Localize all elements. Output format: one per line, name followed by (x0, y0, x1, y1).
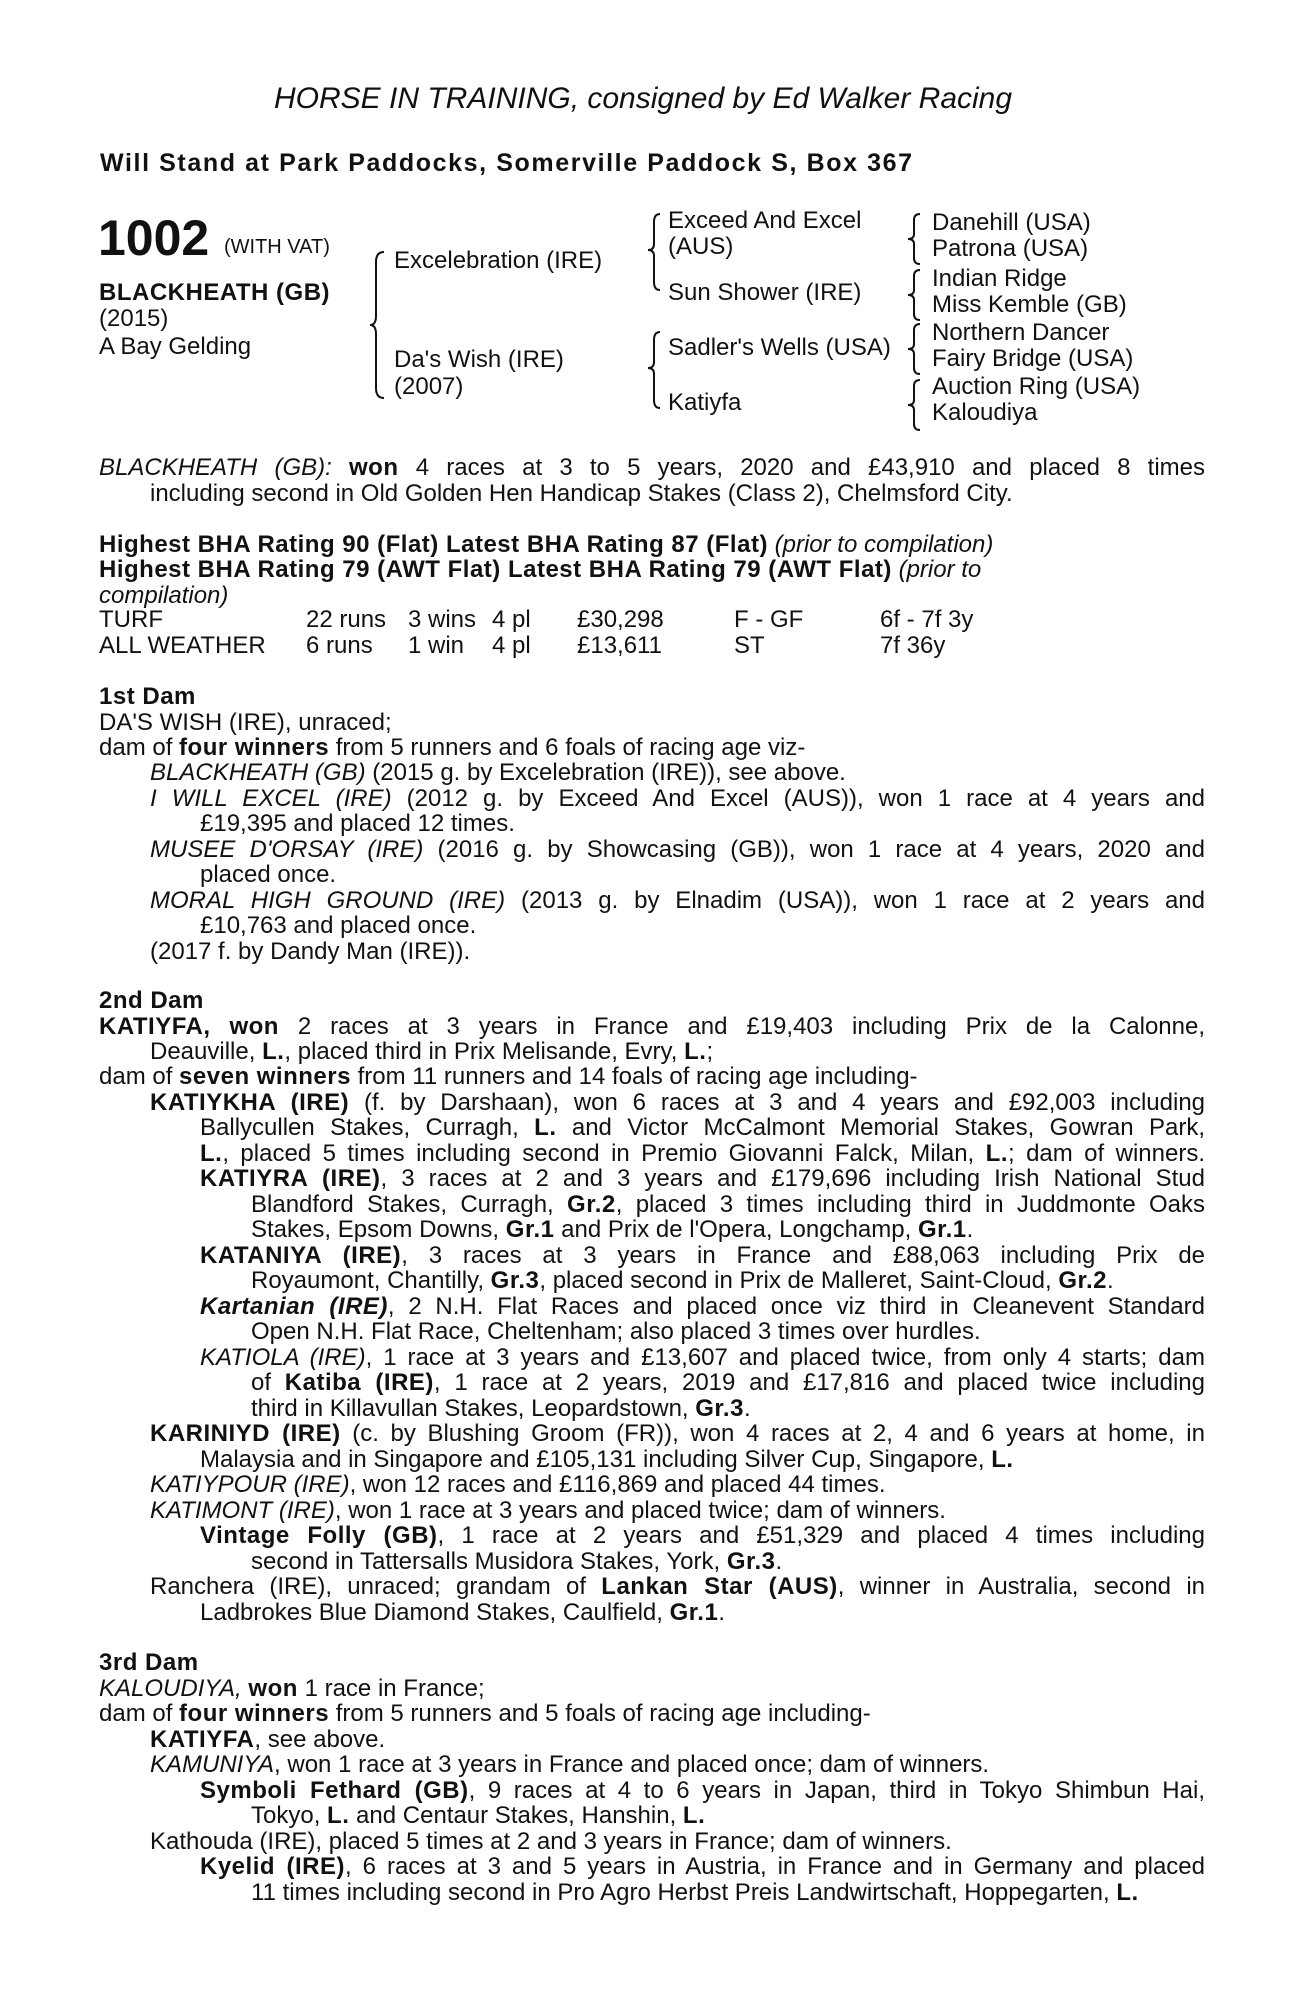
ranchera-line-1 (150, 1574, 1205, 1600)
u-g1: Kyelid (IRE) (200, 1853, 345, 1880)
rating-awt-text: Highest BHA Rating 79 (AWT Flat) Latest BHA Rating 79 (AWT Flat) (99, 556, 892, 583)
summary-horse-name: BLACKHEATH (GB): (99, 454, 332, 481)
stats-runs-aw: 6 runs (306, 632, 373, 659)
t-b2: seven winners (179, 1063, 351, 1090)
grandparent-7: Auction Ring (USA) (932, 373, 1141, 400)
t-a6: , placed third in Prix Melisande, Evry, (284, 1038, 678, 1065)
dam3-katiyfa (150, 1727, 385, 1753)
t-b3: from 11 runners and 14 foals of racing age including- (357, 1063, 918, 1090)
stats-dist-aw: 7f 36y (880, 632, 946, 659)
t-c8: L. (985, 1140, 1008, 1167)
t-c2: (f. by Darshaan), won 6 races at 3 and 4 years and £92,003 including (363, 1089, 1206, 1116)
t-g7: Gr.3 (695, 1395, 744, 1422)
pedigree-bracket-g34 (906, 268, 924, 322)
dam1-winners: four winners (179, 734, 330, 761)
t-d10: . (966, 1216, 974, 1243)
t-j1: KATIMONT (IRE) (150, 1497, 335, 1524)
summary-line-1 (99, 455, 1205, 481)
dam1-progeny-2-cont: £19,395 and placed 12 times. (200, 810, 515, 837)
t-e4: Gr.3 (490, 1267, 540, 1294)
kyelid-line-2 (251, 1880, 1139, 1906)
katimont-line (150, 1498, 946, 1524)
summary-rest: 4 races at 3 to 5 years, 2020 and £43,910 and placed 8 times (415, 454, 1205, 481)
dam1-progeny-3-cont: placed once. (200, 861, 337, 888)
t-k5: . (775, 1548, 783, 1575)
t-d1: KATIYRA (IRE) (200, 1165, 381, 1192)
t-d5: , placed 3 times including third in Juddmonte Oaks (615, 1191, 1205, 1218)
dam3-heading: 3rd Dam (99, 1649, 199, 1676)
stats-going-aw: ST (734, 632, 765, 659)
stats-prize-aw: £13,611 (577, 632, 662, 659)
katiola-line-2 (251, 1370, 1205, 1396)
stats-wins-aw: 1 win (408, 632, 465, 659)
katiyra-line-1 (200, 1166, 1205, 1192)
u-g4: L. (1116, 1879, 1139, 1906)
dam2-record: 2 races at 3 years in France and £19,403 including Prix de la Calonne, (297, 1013, 1206, 1040)
u-b3: from 5 runners and 5 foals of racing age including- (335, 1700, 871, 1727)
t-l1: Ranchera (IRE), unraced; grandam of (150, 1573, 586, 1600)
sire-name: Excelebration (IRE) (394, 247, 603, 274)
dam1-progeny-5: (2017 f. by Dandy Man (IRE)). (150, 938, 471, 965)
rating-awt-note-cont: compilation) (99, 582, 229, 609)
ranchera-line-2 (200, 1600, 725, 1626)
u-a2: won (248, 1675, 298, 1702)
stats-pl-turf: 4 pl (492, 606, 531, 633)
t-e2: , 3 races at 3 years in France and £88,063 including Prix de (401, 1242, 1206, 1269)
t-k3: second in Tattersalls Musidora Stakes, York, (251, 1548, 721, 1575)
dam1-progeny-3 (150, 837, 1205, 863)
t-j2: , won 1 race at 3 years and placed twice; dam of winners. (334, 1497, 946, 1524)
u-b1: dam of (99, 1700, 173, 1727)
t-e7: . (1107, 1267, 1114, 1294)
t-l4: Ladbrokes Blue Diamond Stakes, Caulfield, (200, 1599, 663, 1626)
consignor-header: HORSE IN TRAINING, consigned by Ed Walker Racing (274, 82, 1013, 115)
kataniya-line-2 (251, 1268, 1114, 1294)
grandparent-5: Northern Dancer (932, 319, 1110, 346)
sire-sire: Exceed And Excel (668, 207, 862, 234)
t-g3: of (251, 1369, 272, 1396)
symboli-line-1 (200, 1778, 1205, 1804)
t-e6: Gr.2 (1058, 1267, 1108, 1294)
u-g2: , 6 races at 3 and 5 years in Austria, in France and in Germany and placed (345, 1853, 1206, 1880)
dam1-heading: 1st Dam (99, 683, 196, 710)
dam1-line2 (99, 735, 805, 761)
dam1-line1: DA'S WISH (IRE), unraced; (99, 709, 392, 736)
t-i2: , won 12 races and £116,869 and placed 44 times. (349, 1471, 886, 1498)
grandparent-8: Kaloudiya (932, 399, 1038, 426)
t-h4: L. (991, 1446, 1014, 1473)
vintage-folly-line-1 (200, 1523, 1205, 1549)
pedigree-bracket-g56 (906, 322, 924, 376)
u-a1: KALOUDIYA, (99, 1675, 242, 1702)
t-d2: , 3 races at 2 and 3 years and £179,696 including Irish National Stud (380, 1165, 1205, 1192)
dam2-line-a2 (150, 1039, 713, 1065)
t-f1: Kartanian (IRE) (200, 1293, 388, 1320)
dam2-line-a (99, 1014, 1205, 1040)
t-g5: , 1 race at 2 years, 2019 and £17,816 and placed twice including (433, 1369, 1205, 1396)
vintage-folly-line-2 (251, 1549, 782, 1575)
t-b1: dam of (99, 1063, 173, 1090)
t-c5: and Victor McCalmont Memorial Stakes, Gowran Park, (571, 1114, 1205, 1141)
katiykha-line-2 (200, 1115, 1205, 1141)
grandparent-6: Fairy Bridge (USA) (932, 345, 1134, 372)
t-d6: Stakes, Epsom Downs, (251, 1216, 500, 1243)
summary-line-2: including second in Old Golden Hen Handicap Stakes (Class 2), Chelmsford City. (150, 480, 1013, 507)
t-h2: (c. by Blushing Groom (FR)), won 4 races at 2, 4 and 6 years at home, in (352, 1420, 1205, 1447)
grandparent-2: Patrona (USA) (932, 235, 1089, 262)
stats-pl-aw: 4 pl (492, 632, 531, 659)
dam-year: (2007) (394, 373, 464, 400)
stand-location: Will Stand at Park Paddocks, Somerville Paddock S, Box 367 (100, 149, 914, 177)
rating-awt-note: (prior to (898, 556, 982, 583)
dam3-kamuniya (150, 1752, 989, 1778)
stats-prize-turf: £30,298 (577, 606, 664, 633)
katiypour-line (150, 1472, 886, 1498)
t-l5: Gr.1 (669, 1599, 719, 1626)
kataniya-line-1 (200, 1243, 1205, 1269)
t-g8: . (743, 1395, 751, 1422)
dam1-progeny-4-cont: £10,763 and placed once. (200, 912, 477, 939)
rating-flat-note: (prior to compilation) (774, 531, 994, 558)
progeny-1-detail: (2015 g. by Excelebration (IRE)), see above. (372, 759, 846, 786)
stats-going-turf: F - GF (734, 606, 804, 633)
t-g4: Katiba (IRE) (284, 1369, 434, 1396)
katiyra-line-2 (251, 1192, 1205, 1218)
u-e3: Tokyo, (251, 1802, 321, 1829)
progeny-1-name: BLACKHEATH (GB) (150, 759, 366, 786)
t-g1: KATIOLA (IRE) (200, 1344, 366, 1371)
u-e6: L. (682, 1802, 706, 1829)
rating-flat-text: Highest BHA Rating 90 (Flat) Latest BHA Rating 87 (Flat) (99, 531, 768, 558)
kartanian-line-2: Open N.H. Flat Race, Cheltenham; also placed 3 times over hurdles. (251, 1318, 981, 1345)
t-k2: , 1 race at 2 years and £51,329 and placed 4 times including (437, 1522, 1205, 1549)
dam1-progeny-2 (150, 786, 1205, 812)
u-g3: 11 times including second in Pro Agro Herbst Preis Landwirtschaft, Hoppegarten, (251, 1879, 1110, 1906)
grandparent-3: Indian Ridge (932, 265, 1067, 292)
progeny-3-detail: (2016 g. by Showcasing (GB)), won 1 race at 4 years, 2020 and (437, 836, 1205, 863)
kartanian-line-1 (200, 1294, 1205, 1320)
dam3-line-b (99, 1701, 871, 1727)
t-e1: KATANIYA (IRE) (200, 1242, 402, 1269)
dam3-kathouda: Kathouda (IRE), placed 5 times at 2 and 3 years in France; dam of winners. (150, 1828, 952, 1855)
t-d4: Gr.2 (567, 1191, 616, 1218)
dam1-progeny-1 (150, 760, 846, 786)
t-a7: L. (684, 1038, 707, 1065)
t-g2: , 1 race at 3 years and £13,607 and placed twice, from only 4 starts; dam (365, 1344, 1205, 1371)
lot-number: 1002 (98, 210, 210, 266)
dam2-line-b (99, 1064, 918, 1090)
t-l3: , winner in Australia, second in (837, 1573, 1205, 1600)
rating-awt (99, 557, 981, 583)
t-h1: KARINIYD (IRE) (150, 1420, 341, 1447)
progeny-3-name: MUSEE D'ORSAY (IRE) (150, 836, 424, 863)
t-d3: Blandford Stakes, Curragh, (251, 1191, 554, 1218)
u-e1: Symboli Fethard (GB) (200, 1777, 469, 1804)
katiykha-line-3 (200, 1141, 1205, 1167)
u-e5: and Centaur Stakes, Hanshin, (356, 1802, 677, 1829)
dam1-progeny-4 (150, 888, 1205, 914)
dam-dam: Katiyfa (668, 389, 742, 416)
t-c1: KATIYKHA (IRE) (150, 1089, 350, 1116)
sire-dam: Sun Shower (IRE) (668, 279, 862, 306)
stats-surface-turf: TURF (99, 606, 163, 633)
t-i1: KATIYPOUR (IRE) (150, 1471, 350, 1498)
symboli-line-2 (251, 1803, 705, 1829)
dam2-heading: 2nd Dam (99, 987, 204, 1014)
dam1-dam-of: dam of (99, 734, 173, 761)
rating-flat (99, 532, 993, 558)
katiyra-line-3 (251, 1217, 973, 1243)
t-d7: Gr.1 (505, 1216, 555, 1243)
t-h3: Malaysia and in Singapore and £105,131 including Silver Cup, Singapore, (200, 1446, 985, 1473)
katiola-line-1 (200, 1345, 1205, 1371)
pedigree-bracket-sire (646, 212, 666, 292)
kariniyd-line-1 (150, 1421, 1205, 1447)
t-f2: , 2 N.H. Flat Races and placed once viz third in Cleanevent Standard (387, 1293, 1205, 1320)
horse-name: BLACKHEATH (GB) (99, 279, 331, 306)
katiykha-line-1 (150, 1090, 1205, 1116)
progeny-2-name: I WILL EXCEL (IRE) (150, 785, 392, 812)
t-a4: Deauville, (150, 1038, 256, 1065)
u-a3: 1 race in France; (304, 1675, 485, 1702)
dam-sire: Sadler's Wells (USA) (668, 334, 891, 361)
t-k4: Gr.3 (726, 1548, 776, 1575)
dam1-runners: from 5 runners and 6 foals of racing age viz- (335, 734, 806, 761)
t-c4: L. (534, 1114, 557, 1141)
summary-won: won (349, 454, 399, 481)
stats-runs-turf: 22 runs (306, 606, 387, 633)
t-a5: L. (262, 1038, 285, 1065)
t-e3: Royaumont, Chantilly, (251, 1267, 484, 1294)
u-b2: four winners (179, 1700, 330, 1727)
u-c2: , see above. (254, 1726, 386, 1753)
t-c3: Ballycullen Stakes, Curragh, (200, 1114, 519, 1141)
sire-sire-country: (AUS) (668, 233, 734, 260)
dam2-won: won (229, 1013, 279, 1040)
t-d9: Gr.1 (917, 1216, 967, 1243)
pedigree-bracket-dam (646, 330, 666, 410)
t-e5: , placed second in Prix de Malleret, Saint-Cloud, (539, 1267, 1052, 1294)
u-c1: KATIYFA (150, 1726, 255, 1753)
t-c6: L. (200, 1140, 223, 1167)
kariniyd-line-2 (200, 1447, 1014, 1473)
u-d2: , won 1 race at 3 years in France and placed once; dam of winners. (274, 1751, 990, 1778)
t-l2: Lankan Star (AUS) (601, 1573, 838, 1600)
dam3-line-a (99, 1676, 485, 1702)
t-d8: and Prix de l'Opera, Longchamp, (561, 1216, 912, 1243)
t-a8: ; (706, 1038, 714, 1065)
stats-surface-aw: ALL WEATHER (99, 632, 266, 659)
katiola-line-3 (251, 1396, 751, 1422)
progeny-4-name: MORAL HIGH GROUND (IRE) (150, 887, 506, 914)
progeny-2-detail: (2012 g. by Exceed And Excel (AUS)), won 1 race at 4 years and (406, 785, 1205, 812)
dam2-name: KATIYFA, (99, 1013, 211, 1040)
pedigree-bracket-main (368, 250, 390, 400)
stats-wins-turf: 3 wins (408, 606, 477, 633)
horse-description: A Bay Gelding (99, 333, 252, 360)
pedigree-bracket-g78 (906, 378, 924, 432)
pedigree-bracket-g12 (906, 212, 924, 266)
t-c9: ; dam of winners. (1007, 1140, 1205, 1167)
grandparent-4: Miss Kemble (GB) (932, 291, 1127, 318)
t-g6: third in Killavullan Stakes, Leopardstown, (251, 1395, 689, 1422)
t-k1: Vintage Folly (GB) (200, 1522, 438, 1549)
t-l6: . (718, 1599, 725, 1626)
kyelid-line-1 (200, 1854, 1205, 1880)
u-d1: KAMUNIYA (150, 1751, 275, 1778)
grandparent-1: Danehill (USA) (932, 209, 1091, 236)
u-e2: , 9 races at 4 to 6 years in Japan, third in Tokyo Shimbun Hai, (468, 1777, 1205, 1804)
t-c7: , placed 5 times including second in Premio Giovanni Falck, Milan, (222, 1140, 975, 1167)
progeny-4-detail: (2013 g. by Elnadim (USA)), won 1 race at 2 years and (521, 887, 1206, 914)
dam-name: Da's Wish (IRE) (394, 346, 564, 373)
stats-dist-turf: 6f - 7f 3y (880, 606, 974, 633)
u-e4: L. (327, 1802, 350, 1829)
foaling-year: (2015) (99, 305, 169, 332)
vat-note: (WITH VAT) (224, 236, 330, 258)
